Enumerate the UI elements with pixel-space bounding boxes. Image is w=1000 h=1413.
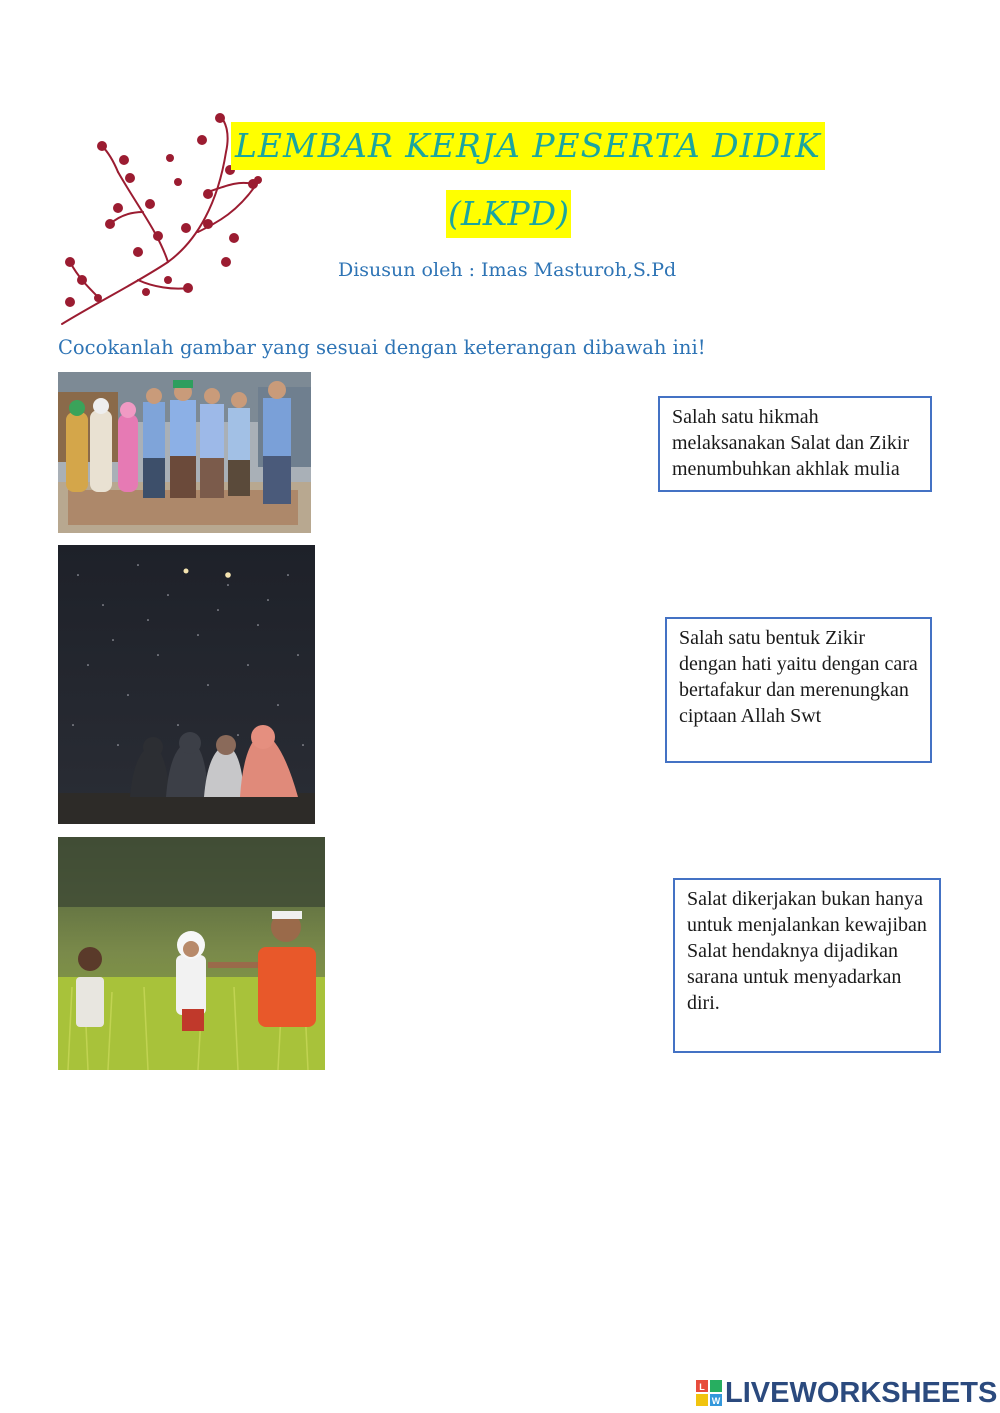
- worksheet-title: LEMBAR KERJA PESERTA DIDIK: [231, 122, 825, 170]
- description-box-2[interactable]: [665, 617, 932, 763]
- author-line: Disusun oleh : Imas Masturoh,S.Pd: [338, 259, 677, 281]
- logo-letter-l: L: [699, 1382, 705, 1392]
- description-box-1[interactable]: [658, 396, 932, 492]
- liveworksheets-brand: [696, 1375, 997, 1411]
- description-box-3[interactable]: [673, 878, 941, 1053]
- instruction-text: Cocokanlah gambar yang sesuai dengan keterangan dibawah ini!: [58, 336, 706, 359]
- description-text-1: Salah satu hikmah melaksanakan Salat dan Zikir menumbuhkan akhlak mulia: [672, 406, 910, 480]
- photo-children-praying[interactable]: [58, 372, 311, 533]
- photo-rice-field-greeting[interactable]: [58, 837, 325, 1070]
- description-text-2: Salah satu bentuk Zikir dengan hati yaitu dengan cara bertafakur dan merenungkan ciptaan Allah Swt: [679, 627, 918, 727]
- brand-name: LIVEWORKSHEETS: [725, 1376, 998, 1409]
- logo-letter-w: W: [711, 1396, 721, 1406]
- description-text-3: Salat dikerjakan bukan hanya untuk menjalankan kewajiban Salat hendaknya dijadikan sarana untuk menyadarkan diri.: [687, 888, 927, 1014]
- worksheet-subtitle: (LKPD): [446, 190, 571, 238]
- photo-starry-night[interactable]: [58, 545, 315, 824]
- liveworksheets-logo-icon: [696, 1380, 722, 1406]
